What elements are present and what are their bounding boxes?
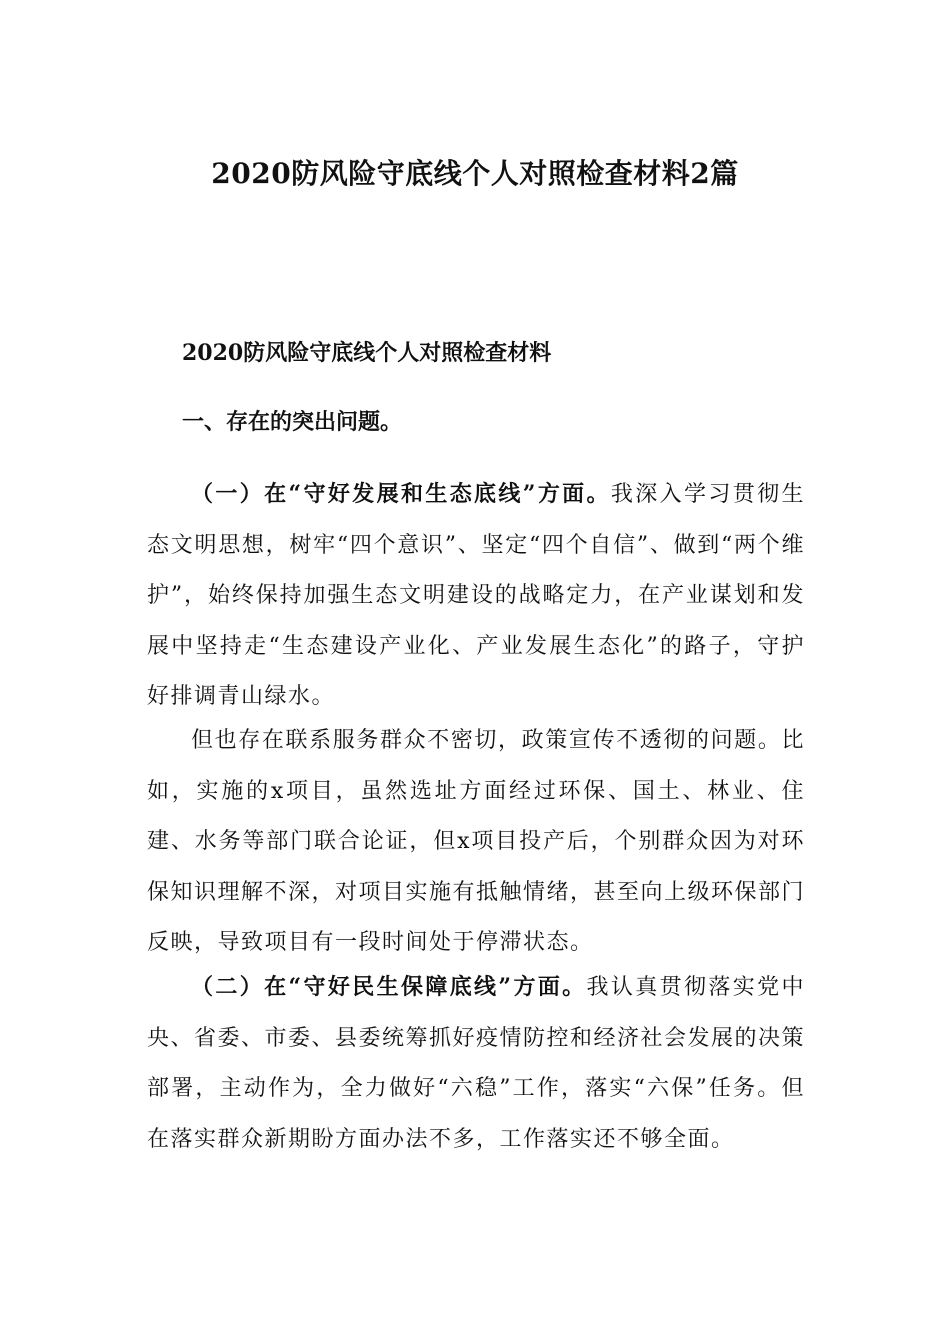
paragraph-text: 我认真贯彻落实党中央、省委、市委、县委统筹抓好疫情防控和经济社会发展的决策部署，主动作为，全力做好“六稳”工作，落实“六保”任务。但在落实群众新期盼方面办法不多，工作落实还不够全面。 [147, 975, 806, 1152]
paragraph-lead: （一）在“守好发展和生态底线”方面。 [191, 481, 611, 507]
paragraph-livelihood [147, 962, 805, 1165]
heading-problems: 一、存在的突出问题。 [182, 409, 403, 435]
paragraph-ecology [147, 469, 805, 723]
paragraph-text: 但也存在联系服务群众不密切，政策宣传不透彻的问题。比如，实施的x项目，虽然选址方面经过环保、国土、林业、住建、水务等部门联合论证，但x项目投产后，个别群众因为对环保知识理解不深，对项目实施有抵触情绪，甚至向上级环保部门反映，导致项目有一段时间处于停滞状态。 [147, 728, 806, 955]
paragraph-issue [147, 716, 805, 969]
document-title: 2020防风险守底线个人对照检查材料2篇 [211, 157, 739, 190]
paragraph-text: 我深入学习贯彻生态文明思想，树牢“四个意识”、坚定“四个自信”、做到“两个维护”，始终保持加强生态文明建设的战略定力，在产业谋划和发展中坚持走“生态建设产业化、产业发展生态化”的路子，守护好排调青山绿水。 [147, 482, 805, 709]
section-title: 2020防风险守底线个人对照检查材料 [182, 340, 552, 366]
paragraph-lead: （二）在“守好民生保障底线”方面。 [191, 974, 587, 1000]
